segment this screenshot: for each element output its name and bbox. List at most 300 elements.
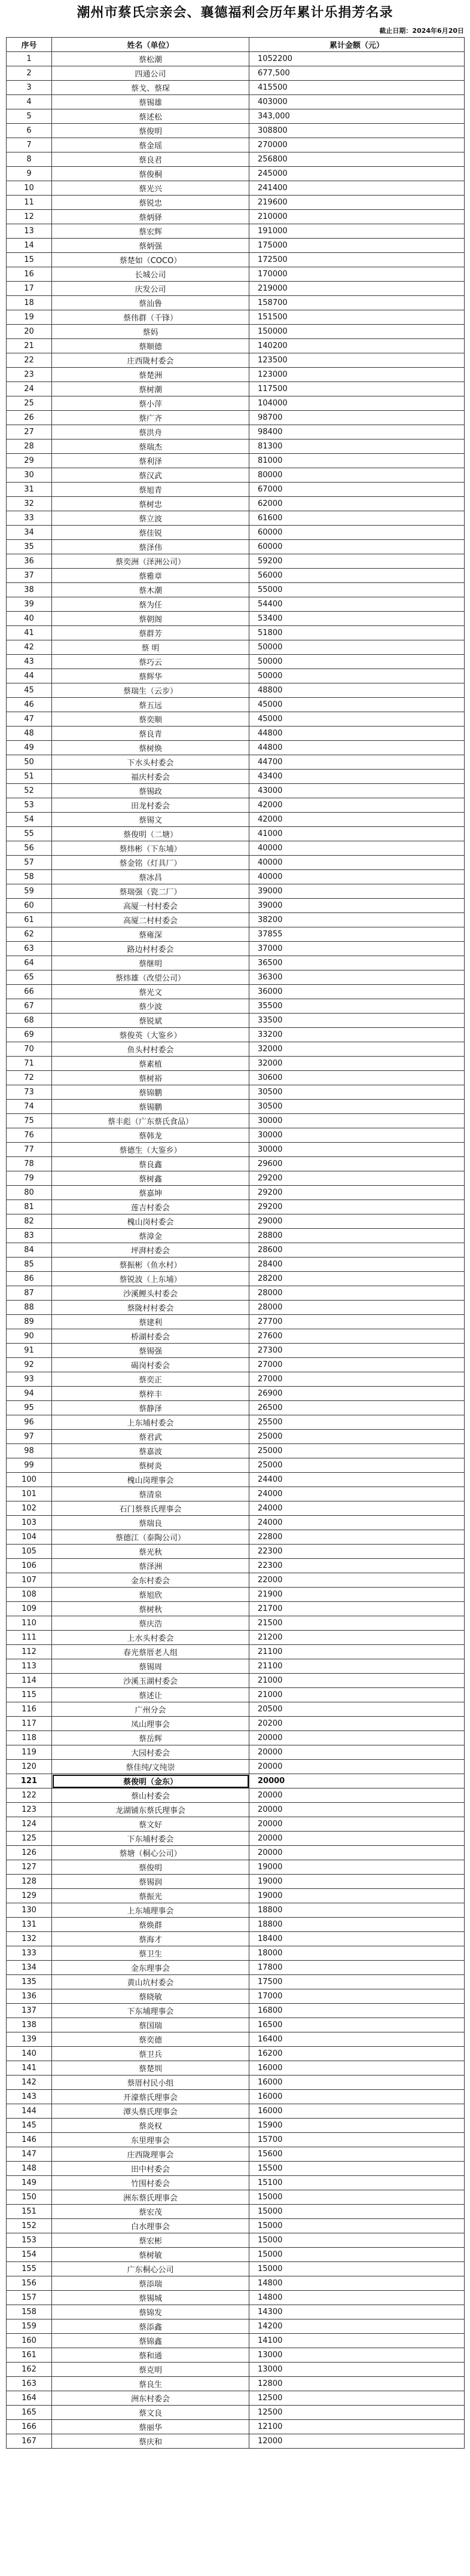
row-number: 70 [7,1042,52,1057]
donor-name: 蔡丰彪（广东蔡氏食品） [52,1114,249,1128]
donor-name: 蔡锦发 [52,2305,249,2319]
table-row [7,1731,465,1745]
table-row [7,1817,465,1832]
donor-amount: 50000 [249,655,465,669]
donor-name: 蔡述松 [52,109,249,124]
donor-amount: 415500 [249,81,465,95]
table-row [7,1501,465,1516]
donor-amount: 28200 [249,1272,465,1286]
table-row [7,282,465,296]
row-number: 129 [7,1889,52,1903]
donor-name: 上东埔理事会 [52,1903,249,1918]
donor-amount: 29600 [249,1157,465,1171]
donor-amount: 81300 [249,439,465,454]
row-number: 45 [7,683,52,698]
table-row [7,1387,465,1401]
table-row [7,1372,465,1387]
donor-amount: 81000 [249,454,465,468]
donor-name: 蔡韩龙 [52,1128,249,1143]
donor-name: 蔡佳纯/文纯崇 [52,1760,249,1774]
row-number: 126 [7,1846,52,1860]
donor-amount: 35500 [249,999,465,1014]
row-number: 15 [7,253,52,267]
table-header [7,38,465,52]
donor-name: 蔡庆浩 [52,1616,249,1631]
donor-name: 蔡奕德 [52,2032,249,2047]
donor-name: 蔡雍深 [52,927,249,942]
donor-name: 蔡嘉坤 [52,1186,249,1200]
donor-amount: 36500 [249,956,465,970]
donor-name: 蔡丽华 [52,2420,249,2434]
donor-amount: 17500 [249,1975,465,1989]
table-row [7,1774,465,1788]
donor-amount: 25000 [249,1458,465,1473]
row-number: 72 [7,1071,52,1085]
row-number: 125 [7,1832,52,1846]
donor-amount: 172500 [249,253,465,267]
donor-amount: 12500 [249,2391,465,2406]
row-number: 133 [7,1946,52,1961]
table-row [7,2391,465,2406]
donor-name: 高厦二村村委会 [52,913,249,927]
donor-name: 蔡辉华 [52,669,249,683]
donor-name: 蔡瑞强（瓷二厂） [52,884,249,899]
donor-name: 下水头村委会 [52,755,249,770]
donor-amount: 104000 [249,396,465,411]
donor-amount: 32000 [249,1057,465,1071]
donor-name: 蔡光秋 [52,1545,249,1559]
donor-name: 蔡汕鲁 [52,296,249,310]
table-row [7,1631,465,1645]
row-number: 90 [7,1329,52,1344]
donor-name: 蔡戈、蔡琛 [52,81,249,95]
donor-amount: 16000 [249,2104,465,2119]
table-row [7,1932,465,1946]
donor-name: 沙溪玉湖村委会 [52,1674,249,1688]
donor-amount: 27000 [249,1372,465,1387]
donor-amount: 45000 [249,712,465,727]
table-row [7,1573,465,1588]
table-row [7,497,465,511]
table-row [7,827,465,841]
donor-name: 蔡振光 [52,1889,249,1903]
donor-amount: 50000 [249,669,465,683]
table-row [7,683,465,698]
donor-amount: 12000 [249,2434,465,2449]
table-row [7,798,465,813]
donor-name: 槐山岗村委会 [52,1214,249,1229]
donor-name: 田中村委会 [52,2162,249,2176]
donor-amount: 29200 [249,1171,465,1186]
donor-amount: 15000 [249,2233,465,2248]
table-row [7,1760,465,1774]
table-row [7,439,465,454]
row-number: 99 [7,1458,52,1473]
donor-name: 槐山岗理事会 [52,1473,249,1487]
row-number: 55 [7,827,52,841]
donor-amount: 15900 [249,2119,465,2133]
column-header-number: 序号 [7,38,52,52]
donor-amount: 53400 [249,612,465,626]
table-row [7,1674,465,1688]
table-row [7,1588,465,1602]
donor-amount: 27600 [249,1329,465,1344]
row-number: 26 [7,411,52,425]
table-row [7,511,465,526]
donor-name: 蔡炜彬（下东埔） [52,841,249,856]
donor-name: 下东埔理事会 [52,2004,249,2018]
donor-amount: 33500 [249,1014,465,1028]
table-row [7,540,465,554]
row-number: 113 [7,1659,52,1674]
donor-amount: 170000 [249,267,465,282]
donor-name: 蔡陇村村委会 [52,1301,249,1315]
donor-name: 蔡炳驿 [52,210,249,224]
row-number: 136 [7,1989,52,2004]
table-row [7,66,465,81]
row-number: 96 [7,1415,52,1430]
donor-name: 开濠蔡氏理事会 [52,2090,249,2104]
donor-amount: 50000 [249,640,465,655]
donor-amount: 17800 [249,1961,465,1975]
table-row [7,1315,465,1329]
table-row [7,411,465,425]
donor-amount: 21000 [249,1688,465,1702]
row-number: 30 [7,468,52,483]
row-number: 166 [7,2420,52,2434]
donor-name: 蔡树焕 [52,741,249,755]
row-number: 106 [7,1559,52,1573]
donor-amount: 241400 [249,181,465,196]
donor-amount: 17000 [249,1989,465,2004]
donor-amount: 59200 [249,554,465,569]
donor-amount: 21000 [249,1674,465,1688]
row-number: 149 [7,2176,52,2190]
table-row [7,1057,465,1071]
table-row [7,927,465,942]
donor-amount: 30500 [249,1100,465,1114]
donor-amount: 61600 [249,511,465,526]
donor-amount: 15100 [249,2176,465,2190]
row-number: 28 [7,439,52,454]
table-row [7,526,465,540]
donor-amount: 62000 [249,497,465,511]
donor-name: 蔡宏彬 [52,2233,249,2248]
donor-amount: 28600 [249,1243,465,1258]
row-number: 116 [7,1702,52,1717]
donor-amount: 48800 [249,683,465,698]
donor-name: 蔡妈 [52,325,249,339]
row-number: 95 [7,1401,52,1415]
donor-amount: 19000 [249,1875,465,1889]
row-number: 53 [7,798,52,813]
row-number: 56 [7,841,52,856]
table-row [7,884,465,899]
donor-name: 蔡奕正 [52,1372,249,1387]
row-number: 25 [7,396,52,411]
row-number: 167 [7,2434,52,2449]
table-row [7,1358,465,1372]
table-row [7,425,465,439]
row-number: 1 [7,52,52,66]
table-row [7,2262,465,2276]
column-header-amount: 累计金额（元） [249,38,465,52]
table-row [7,712,465,727]
table-row [7,1846,465,1860]
table-row [7,1401,465,1415]
table-row [7,1286,465,1301]
donor-name: 金东村委会 [52,1573,249,1588]
row-number: 8 [7,152,52,167]
table-row [7,1301,465,1315]
donor-name: 蔡厝村民小组 [52,2076,249,2090]
donor-name: 龙湖铺东蔡氏理事会 [52,1803,249,1817]
donor-name: 蔡锐斌 [52,1014,249,1028]
donor-amount: 67000 [249,483,465,497]
row-number: 94 [7,1387,52,1401]
donor-amount: 677,500 [249,66,465,81]
donor-amount: 21900 [249,1588,465,1602]
donor-name: 蔡木潮 [52,583,249,597]
row-number: 122 [7,1788,52,1803]
table-row [7,1272,465,1286]
table-row [7,1946,465,1961]
table-row [7,755,465,770]
table-row [7,2420,465,2434]
donor-name: 蔡泽伟 [52,540,249,554]
donor-name: 潭头蔡氏理事会 [52,2104,249,2119]
donor-name: 蔡锐忠 [52,196,249,210]
row-number: 144 [7,2104,52,2119]
donor-name: 蔡树忠 [52,497,249,511]
table-row [7,669,465,683]
donor-name: 蔡楚如（COCO） [52,253,249,267]
row-number: 52 [7,784,52,798]
row-number: 165 [7,2406,52,2420]
table-row [7,1688,465,1702]
table-row [7,1415,465,1430]
column-header-name: 姓名（单位） [52,38,249,52]
row-number: 14 [7,239,52,253]
row-number: 164 [7,2391,52,2406]
row-number: 13 [7,224,52,239]
donor-amount: 14800 [249,2291,465,2305]
donor-amount: 98400 [249,425,465,439]
table-row [7,1143,465,1157]
row-number: 42 [7,640,52,655]
row-number: 6 [7,124,52,138]
donor-amount: 219000 [249,282,465,296]
row-number: 3 [7,81,52,95]
donor-name: 蔡文好 [52,1817,249,1832]
table-row [7,325,465,339]
row-number: 51 [7,770,52,784]
donor-name: 庆发公司 [52,282,249,296]
donor-amount: 27300 [249,1344,465,1358]
donor-name: 黄山坑村委会 [52,1975,249,1989]
donor-amount: 29200 [249,1186,465,1200]
table-row [7,2018,465,2032]
donor-name: 下东埔村委会 [52,1832,249,1846]
table-row [7,152,465,167]
donor-name: 蔡宏辉 [52,224,249,239]
table-row [7,2032,465,2047]
donor-amount: 16000 [249,2090,465,2104]
row-number: 93 [7,1372,52,1387]
donor-name: 蔡少波 [52,999,249,1014]
donor-name: 金东理事会 [52,1961,249,1975]
donor-amount: 15500 [249,2162,465,2176]
row-number: 115 [7,1688,52,1702]
donor-amount: 26500 [249,1401,465,1415]
row-number: 68 [7,1014,52,1028]
donor-name: 蔡俊明 [52,124,249,138]
page-title: 潮州市蔡氏宗亲会、襄德福利会历年累计乐捐芳名录 [77,5,393,20]
donor-amount: 18800 [249,1918,465,1932]
donor-amount: 21200 [249,1631,465,1645]
donor-name: 广州分会 [52,1702,249,1717]
table-row [7,483,465,497]
donor-amount: 20500 [249,1702,465,1717]
donor-name: 蔡素植 [52,1057,249,1071]
row-number: 152 [7,2219,52,2233]
donor-amount: 13000 [249,2348,465,2363]
table-row [7,1243,465,1258]
table-row [7,2348,465,2363]
table-row [7,640,465,655]
row-number: 20 [7,325,52,339]
donor-amount: 36300 [249,970,465,985]
row-number: 10 [7,181,52,196]
row-number: 82 [7,1214,52,1229]
table-row [7,52,465,66]
donor-amount: 16400 [249,2032,465,2047]
table-row [7,841,465,856]
donor-name: 蔡伟群（千锋） [52,310,249,325]
donor-name: 蔡俊明 [52,1860,249,1875]
donor-amount: 40000 [249,841,465,856]
row-number: 97 [7,1430,52,1444]
table-row [7,2276,465,2291]
donor-name: 蔡梓丰 [52,1387,249,1401]
table-row [7,1545,465,1559]
table-row [7,741,465,755]
row-number: 83 [7,1229,52,1243]
table-row [7,1085,465,1100]
donor-name: 凤山理事会 [52,1717,249,1731]
donor-amount: 256800 [249,152,465,167]
table-row [7,1071,465,1085]
row-number: 21 [7,339,52,353]
table-row [7,1702,465,1717]
donor-name: 蔡雅章 [52,569,249,583]
donor-name: 蔡添鑫 [52,2319,249,2334]
donor-name: 蔡良鑫 [52,1157,249,1171]
donor-name: 蔡添瑞 [52,2276,249,2291]
table-row [7,1473,465,1487]
row-number: 109 [7,1602,52,1616]
table-body [7,52,465,2449]
table-row [7,167,465,181]
donor-name: 蔡德生（大鉴乡） [52,1143,249,1157]
row-number: 114 [7,1674,52,1688]
donor-amount: 140200 [249,339,465,353]
row-number: 162 [7,2363,52,2377]
table-row [7,81,465,95]
donor-name: 蔡锦鑫 [52,2334,249,2348]
row-number: 146 [7,2133,52,2147]
row-number: 86 [7,1272,52,1286]
donor-name: 蔡锡润 [52,1875,249,1889]
row-number: 59 [7,884,52,899]
table-row [7,942,465,956]
donor-name: 蔡俊明（金东） [52,1774,249,1788]
donor-name: 蔡奕顺 [52,712,249,727]
table-row [7,1602,465,1616]
row-number: 19 [7,310,52,325]
donor-amount: 16000 [249,2076,465,2090]
donor-name: 蔡群芳 [52,626,249,640]
table-row [7,2377,465,2391]
donor-name: 蔡光兴 [52,181,249,196]
row-number: 112 [7,1645,52,1659]
donor-name: 蔡五远 [52,698,249,712]
table-row [7,368,465,382]
donor-amount: 21100 [249,1645,465,1659]
row-number: 123 [7,1803,52,1817]
donor-name: 蔡俊明（二塘） [52,827,249,841]
donor-name: 福庆村委会 [52,770,249,784]
donor-amount: 29000 [249,1214,465,1229]
donor-name: 蔡塘（桐心公司） [52,1846,249,1860]
row-number: 17 [7,282,52,296]
donor-amount: 15000 [249,2205,465,2219]
row-number: 138 [7,2018,52,2032]
table-row [7,1875,465,1889]
donor-amount: 19000 [249,1860,465,1875]
donor-name: 蔡清泉 [52,1487,249,1501]
table-row [7,1128,465,1143]
table-row [7,267,465,282]
donor-amount: 42000 [249,813,465,827]
donor-name: 蔡汉武 [52,468,249,483]
donor-name: 蔡锐波（上东埔） [52,1272,249,1286]
donor-name: 蔡建利 [52,1315,249,1329]
donor-name: 鱼头村村委会 [52,1042,249,1057]
donor-amount: 25000 [249,1444,465,1458]
row-number: 16 [7,267,52,282]
donor-amount: 32000 [249,1042,465,1057]
donor-amount: 20000 [249,1774,465,1788]
row-number: 160 [7,2334,52,2348]
donor-amount: 20000 [249,1846,465,1860]
donor-name: 蔡 明 [52,640,249,655]
table-row [7,2248,465,2262]
donor-name: 蔡树鑫 [52,1171,249,1186]
donor-amount: 20000 [249,1817,465,1832]
table-row [7,597,465,612]
table-row [7,339,465,353]
table-row [7,2406,465,2420]
row-number: 40 [7,612,52,626]
donor-amount: 60000 [249,526,465,540]
table-row [7,1458,465,1473]
row-number: 11 [7,196,52,210]
table-row [7,899,465,913]
table-row [7,1516,465,1530]
donor-name: 蔡金铭（灯具厂） [52,856,249,870]
table-row [7,856,465,870]
